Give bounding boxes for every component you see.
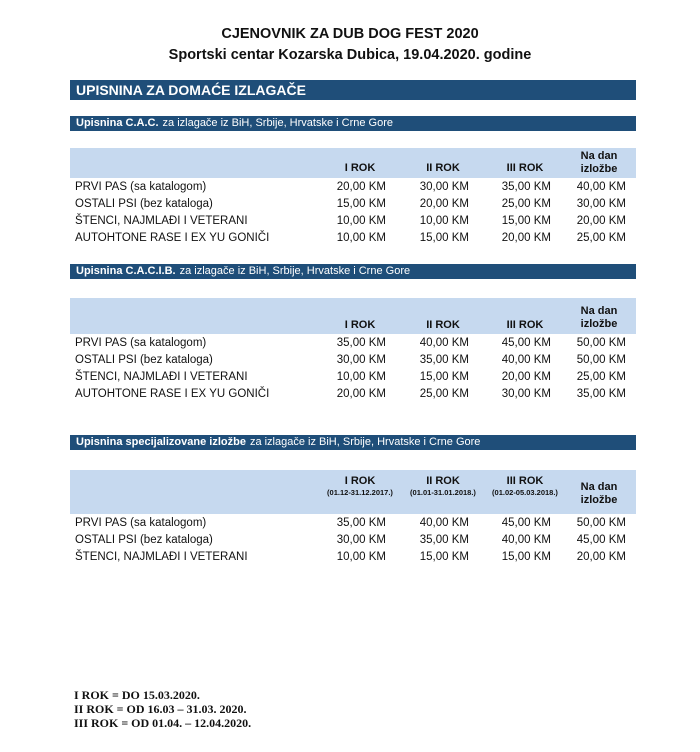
cell: 45,00 KM bbox=[576, 534, 626, 546]
col-rok3-dates: (01.02-05.03.2018.) bbox=[492, 488, 558, 497]
cell: 50,00 KM bbox=[576, 517, 626, 529]
col-rok1: I ROK bbox=[344, 162, 376, 174]
col-day-line1: Na dan bbox=[580, 481, 618, 493]
row-label: ŠTENCI, NAJMLAĐI I VETERANI bbox=[75, 371, 248, 383]
cell: 10,00 KM bbox=[419, 215, 469, 227]
note-line: II ROK = OD 16.03 – 31.03. 2020. bbox=[74, 702, 247, 716]
cell: 35,00 KM bbox=[336, 517, 386, 529]
col-rok2: II ROK bbox=[426, 319, 460, 331]
cell: 15,00 KM bbox=[501, 551, 551, 563]
cell: 35,00 KM bbox=[336, 337, 386, 349]
cell: 30,00 KM bbox=[501, 388, 551, 400]
row-label: ŠTENCI, NAJMLAĐI I VETERANI bbox=[75, 215, 248, 227]
cell: 10,00 KM bbox=[336, 551, 386, 563]
cell: 25,00 KM bbox=[419, 388, 469, 400]
row-label: PRVI PAS (sa katalogom) bbox=[75, 517, 207, 529]
col-rok1 bbox=[325, 475, 395, 497]
row-label: OSTALI PSI (bez kataloga) bbox=[75, 198, 213, 210]
row-label: PRVI PAS (sa katalogom) bbox=[75, 337, 207, 349]
table-row bbox=[70, 352, 636, 368]
row-label: ŠTENCI, NAJMLAĐI I VETERANI bbox=[75, 551, 248, 563]
col-rok3 bbox=[490, 475, 560, 497]
cell: 35,00 KM bbox=[501, 181, 551, 193]
main-section-label: UPISNINA ZA DOMAĆE IZLAGAČE bbox=[76, 82, 306, 98]
page-subtitle: Sportski centar Kozarska Dubica, 19.04.2020. godine bbox=[168, 47, 532, 63]
section-band-specialty bbox=[70, 435, 636, 450]
section-band-cacib bbox=[70, 264, 636, 279]
section-title-specialty: Upisnina specijalizovane izložbe bbox=[76, 436, 246, 448]
col-rok1-label: I ROK bbox=[344, 475, 376, 487]
table-row bbox=[70, 386, 636, 402]
table-row bbox=[70, 230, 636, 246]
cell: 30,00 KM bbox=[336, 534, 386, 546]
col-day-line2: izložbe bbox=[580, 494, 618, 506]
col-day-line1: Na dan bbox=[580, 305, 618, 317]
row-label: OSTALI PSI (bez kataloga) bbox=[75, 354, 213, 366]
cell: 15,00 KM bbox=[419, 232, 469, 244]
col-rok1-dates: (01.12-31.12.2017.) bbox=[327, 488, 393, 497]
col-rok2-label: II ROK bbox=[426, 475, 460, 487]
row-label: PRVI PAS (sa katalogom) bbox=[75, 181, 207, 193]
cell: 30,00 KM bbox=[419, 181, 469, 193]
section-subtitle-specialty: za izlagače iz BiH, Srbije, Hrvatske i Crne Gore bbox=[249, 436, 481, 448]
section-title-cacib: Upisnina C.A.C.I.B. bbox=[76, 265, 176, 277]
cell: 10,00 KM bbox=[336, 232, 386, 244]
table-row bbox=[70, 532, 636, 548]
cell: 35,00 KM bbox=[419, 354, 469, 366]
cell: 35,00 KM bbox=[419, 534, 469, 546]
cell: 20,00 KM bbox=[576, 551, 626, 563]
row-label: AUTOHTONE RASE I EX YU GONIČI bbox=[75, 232, 270, 244]
section-band-cac bbox=[70, 116, 636, 131]
table-row bbox=[70, 196, 636, 212]
cell: 30,00 KM bbox=[336, 354, 386, 366]
table-row bbox=[70, 515, 636, 531]
table-row bbox=[70, 213, 636, 229]
col-day bbox=[564, 305, 634, 331]
col-rok2-dates: (01.01-31.01.2018.) bbox=[410, 488, 476, 497]
cell: 20,00 KM bbox=[419, 198, 469, 210]
table-row bbox=[70, 549, 636, 565]
cell: 45,00 KM bbox=[501, 337, 551, 349]
cell: 20,00 KM bbox=[576, 215, 626, 227]
cell: 25,00 KM bbox=[576, 371, 626, 383]
cell: 30,00 KM bbox=[576, 198, 626, 210]
cell: 20,00 KM bbox=[501, 371, 551, 383]
row-label: OSTALI PSI (bez kataloga) bbox=[75, 534, 213, 546]
cell: 40,00 KM bbox=[419, 337, 469, 349]
page-title: CJENOVNIK ZA DUB DOG FEST 2020 bbox=[221, 26, 479, 42]
note-line: I ROK = DO 15.03.2020. bbox=[74, 688, 200, 702]
col-day-line1: Na dan bbox=[580, 150, 618, 162]
cell: 15,00 KM bbox=[419, 371, 469, 383]
cell: 35,00 KM bbox=[576, 388, 626, 400]
col-rok1: I ROK bbox=[344, 319, 376, 331]
cell: 20,00 KM bbox=[336, 181, 386, 193]
row-label: AUTOHTONE RASE I EX YU GONIČI bbox=[75, 388, 270, 400]
table-header-cac bbox=[70, 148, 636, 178]
deadline-notes bbox=[74, 688, 251, 730]
col-day bbox=[564, 150, 634, 176]
table-row bbox=[70, 369, 636, 385]
note-line: III ROK = OD 01.04. – 12.04.2020. bbox=[74, 716, 252, 730]
col-rok3: III ROK bbox=[506, 162, 544, 174]
cell: 45,00 KM bbox=[501, 517, 551, 529]
table-row bbox=[70, 335, 636, 351]
cell: 40,00 KM bbox=[419, 517, 469, 529]
cell: 25,00 KM bbox=[576, 232, 626, 244]
section-title-cac: Upisnina C.A.C. bbox=[76, 117, 159, 129]
cell: 20,00 KM bbox=[501, 232, 551, 244]
cell: 10,00 KM bbox=[336, 215, 386, 227]
cell: 40,00 KM bbox=[576, 181, 626, 193]
cell: 20,00 KM bbox=[336, 388, 386, 400]
cell: 50,00 KM bbox=[576, 354, 626, 366]
cell: 15,00 KM bbox=[501, 215, 551, 227]
section-subtitle-cacib: za izlagače iz BiH, Srbije, Hrvatske i Crne Gore bbox=[179, 265, 411, 277]
cell: 15,00 KM bbox=[419, 551, 469, 563]
cell: 40,00 KM bbox=[501, 354, 551, 366]
col-rok3-label: III ROK bbox=[506, 475, 544, 487]
col-day bbox=[564, 481, 634, 507]
cell: 50,00 KM bbox=[576, 337, 626, 349]
cell: 15,00 KM bbox=[336, 198, 386, 210]
col-day-line2: izložbe bbox=[580, 163, 618, 175]
table-row bbox=[70, 179, 636, 195]
col-rok3: III ROK bbox=[506, 319, 544, 331]
section-subtitle-cac: za izlagače iz BiH, Srbije, Hrvatske i Crne Gore bbox=[162, 117, 393, 129]
col-rok2 bbox=[408, 475, 478, 497]
col-rok2: II ROK bbox=[426, 162, 460, 174]
table-header-specialty bbox=[70, 470, 636, 514]
cell: 40,00 KM bbox=[501, 534, 551, 546]
cell: 25,00 KM bbox=[501, 198, 551, 210]
main-section-band bbox=[70, 80, 636, 100]
cell: 10,00 KM bbox=[336, 371, 386, 383]
col-day-line2: izložbe bbox=[580, 318, 618, 330]
table-header-cacib bbox=[70, 298, 636, 334]
